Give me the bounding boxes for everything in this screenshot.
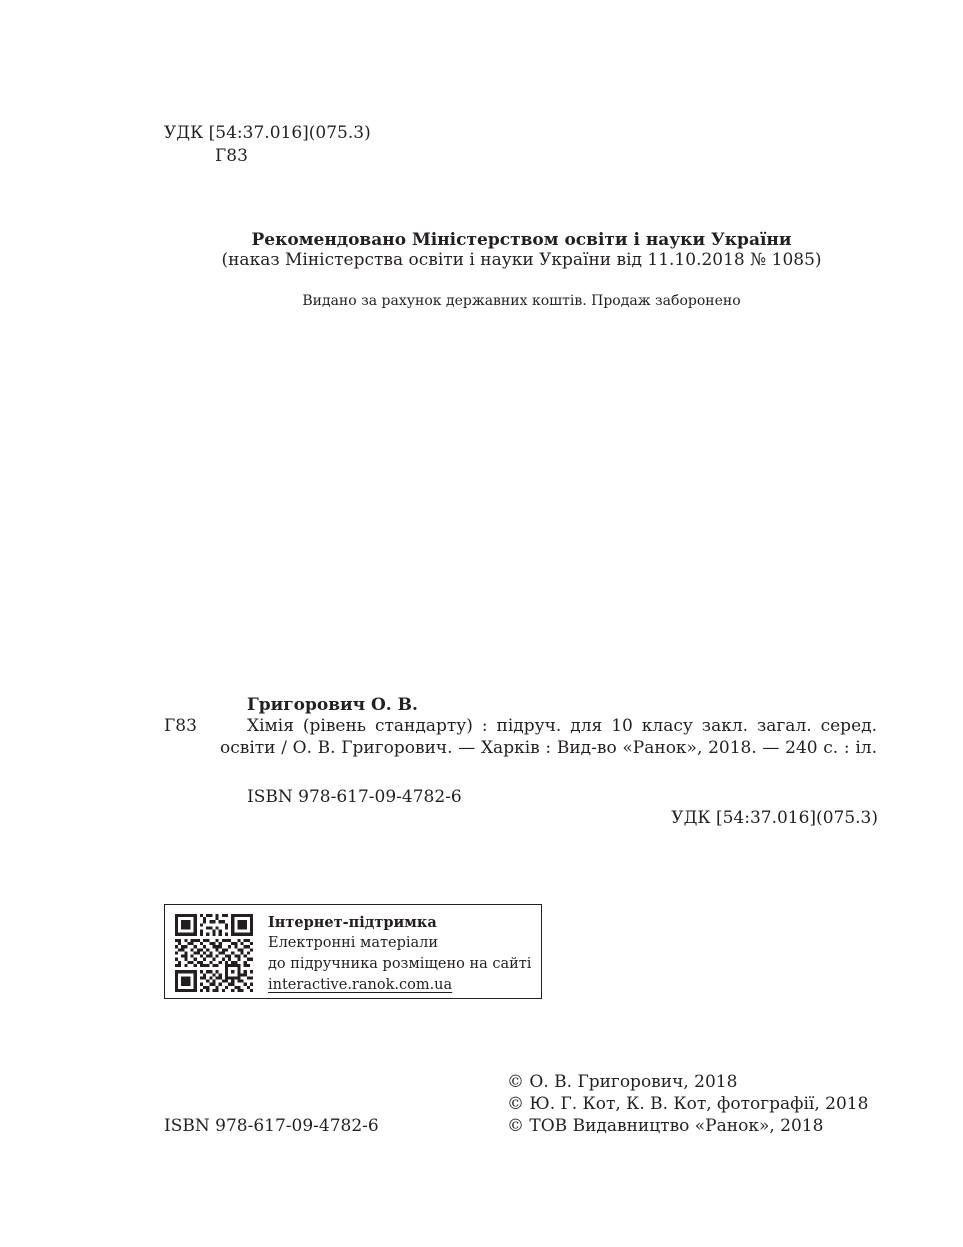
footer-isbn: ISBN 978-617-09-4782-6 xyxy=(164,1116,379,1136)
catalog-udk: УДК [54:37.016](075.3) xyxy=(671,808,878,828)
internet-support-box xyxy=(164,904,542,999)
copyright-publisher: © ТОВ Видавництво «Ранок», 2018 xyxy=(507,1116,824,1136)
catalog-description-line1: Хімія (рівень стандарту) : підруч. для 10 класу закл. загал. серед. xyxy=(247,716,877,736)
author-code-header: Г83 xyxy=(215,146,248,166)
support-website-link[interactable]: interactive.ranok.com.ua xyxy=(268,977,453,993)
copyright-photos: © Ю. Г. Кот, К. В. Кот, фотографії, 2018 xyxy=(507,1094,869,1114)
support-line1: Електронні матеріали xyxy=(268,935,439,951)
recommendation-order: (наказ Міністерства освіти і науки України від 11.10.2018 № 1085) xyxy=(221,250,822,270)
catalog-description-line2: освіти / О. В. Григорович. — Харків : Вид-во «Ранок», 2018. — 240 с. : іл. xyxy=(220,738,877,758)
catalog-isbn: ISBN 978-617-09-4782-6 xyxy=(247,787,462,807)
copyright-author: © О. В. Григорович, 2018 xyxy=(507,1072,738,1092)
funding-note: Видано за рахунок державних коштів. Продаж заборонено xyxy=(302,293,741,309)
qr-code-icon[interactable] xyxy=(175,914,253,992)
recommendation-title: Рекомендовано Міністерством освіти і науки України xyxy=(251,230,792,250)
catalog-code: Г83 xyxy=(164,716,197,736)
catalog-author: Григорович О. В. xyxy=(247,695,418,715)
support-line2: до підручника розміщено на сайті xyxy=(268,956,532,972)
support-title: Інтернет-підтримка xyxy=(268,914,437,931)
support-text xyxy=(268,912,531,996)
udk-header: УДК [54:37.016](075.3) xyxy=(164,123,371,143)
